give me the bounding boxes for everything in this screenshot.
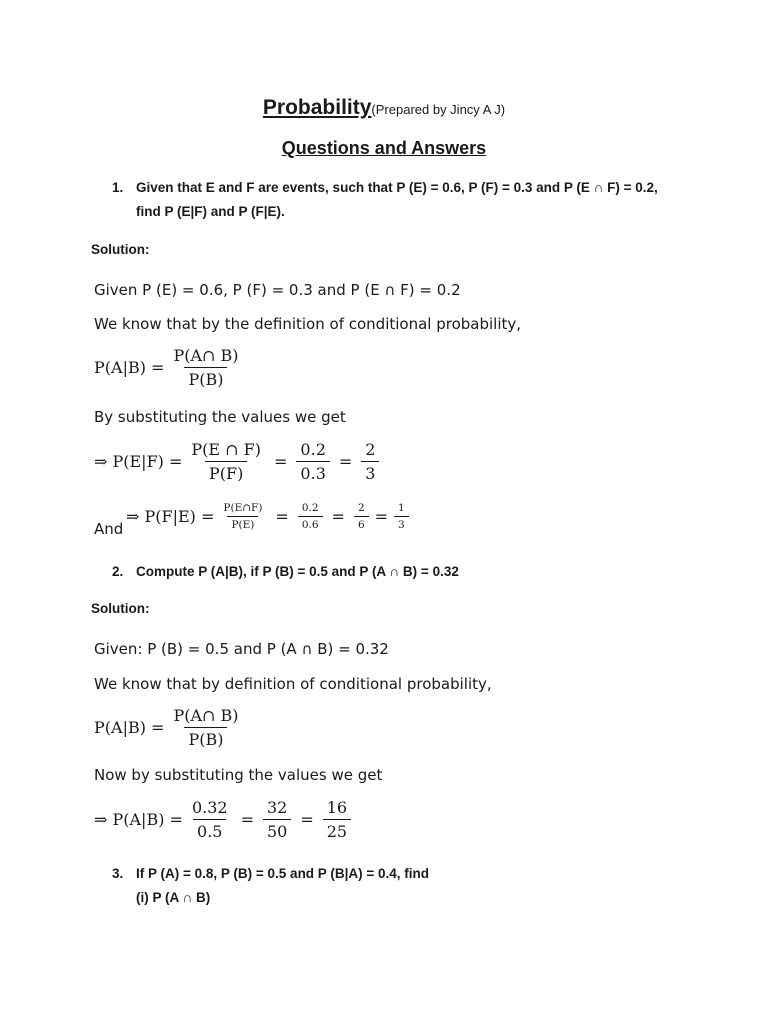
fraction-denominator: 3 (394, 516, 409, 531)
equals-sign: = (331, 507, 345, 526)
calc-3-fraction-2 (263, 798, 291, 841)
formula-1-fraction (169, 346, 242, 389)
question-2 (112, 560, 459, 584)
fraction-denominator: P(B) (184, 727, 227, 749)
fraction-numerator: 0.2 (301, 502, 319, 514)
page-title (0, 96, 768, 120)
formula-2 (94, 706, 248, 749)
solution-1-given: Given P (E) = 0.6, P (F) = 0.3 and P (E ∩ F) = 0.2 (94, 281, 461, 299)
question-1-line1: Given that E and F are events, such that P (E) = 0.6, P (F) = 0.3 and P (E ∩ F) = 0.2, (136, 180, 658, 195)
fraction-numerator: 2 (357, 502, 365, 514)
question-3-number: 3. (112, 866, 124, 881)
question-1-number: 1. (112, 180, 124, 195)
calc-2-fraction-2 (298, 502, 323, 531)
equals-sign: = (300, 810, 314, 829)
fraction-numerator: 0.2 (300, 440, 326, 459)
calc-2-lhs: ⇒ P(F|E) = (126, 507, 215, 526)
solution-2-label: Solution: (91, 601, 150, 616)
question-3 (112, 862, 429, 910)
calc-3-lhs: ⇒ P(A|B) = (94, 810, 183, 829)
equals-sign: = (275, 507, 289, 526)
fraction-denominator: 25 (323, 819, 351, 841)
calc-2-fraction-3 (354, 502, 369, 531)
fraction-denominator: 0.5 (193, 819, 226, 841)
calc-2-fraction-4 (394, 502, 409, 531)
title-main: Probability (262, 96, 372, 119)
formula-1 (94, 346, 248, 389)
fraction-denominator: P(E) (227, 516, 258, 531)
equals-sign: = (240, 810, 254, 829)
formula-1-lhs: P(A|B) = (94, 358, 165, 377)
question-1 (112, 176, 658, 224)
calc-3-fraction-1 (188, 798, 232, 841)
equals-sign: = (338, 452, 353, 471)
question-3-line1: If P (A) = 0.8, P (B) = 0.5 and P (B|A) = 0.4, find (136, 866, 429, 881)
calc-3-fraction-3 (323, 798, 351, 841)
calc-1-fraction-3 (361, 440, 379, 483)
fraction-numerator: P(E ∩ F) (191, 440, 262, 459)
page-subtitle: Questions and Answers (281, 138, 487, 158)
equals-sign: = (374, 507, 389, 526)
fraction-numerator: P(A∩ B) (173, 346, 239, 365)
fraction-numerator: 32 (266, 798, 288, 817)
calc-1 (94, 440, 384, 483)
and-label: And (94, 520, 124, 538)
fraction-numerator: 16 (326, 798, 348, 817)
question-2-line1: Compute P (A|B), if P (B) = 0.5 and P (A ∩ B) = 0.32 (136, 564, 459, 579)
question-1-line2: find P (E|F) and P (F|E). (136, 204, 285, 219)
fraction-numerator: P(E∩F) (223, 502, 263, 514)
calc-1-fraction-2 (296, 440, 329, 483)
question-3-line2: (i) P (A ∩ B) (136, 890, 211, 905)
fraction-denominator: 50 (263, 819, 291, 841)
formula-2-lhs: P(A|B) = (94, 718, 165, 737)
solution-1-substitute: By substituting the values we get (94, 408, 346, 426)
fraction-denominator: P(F) (205, 461, 247, 483)
fraction-numerator: 1 (398, 502, 405, 514)
equals-sign: = (274, 452, 288, 471)
calc-2-fraction-1 (219, 502, 266, 531)
fraction-denominator: 3 (361, 461, 379, 483)
solution-2-given: Given: P (B) = 0.5 and P (A ∩ B) = 0.32 (94, 640, 389, 658)
fraction-numerator: 2 (365, 440, 376, 459)
fraction-denominator: 0.6 (298, 516, 323, 531)
title-byline: (Prepared by Jincy A J) (371, 102, 506, 117)
calc-3 (94, 798, 356, 841)
calc-1-lhs: ⇒ P(E|F) = (94, 452, 183, 471)
calc-2-small-fractions (214, 502, 413, 531)
question-2-number: 2. (112, 564, 124, 579)
solution-1-label: Solution: (91, 242, 150, 257)
fraction-denominator: 6 (354, 516, 369, 531)
formula-2-fraction (169, 706, 242, 749)
solution-2-definition: We know that by definition of conditional probability, (94, 675, 492, 693)
fraction-denominator: P(B) (184, 367, 227, 389)
calc-1-fraction-1 (187, 440, 265, 483)
solution-2-substitute: Now by substituting the values we get (94, 766, 383, 784)
fraction-numerator: 0.32 (191, 798, 228, 817)
calc-2 (126, 502, 414, 531)
fraction-numerator: P(A∩ B) (173, 706, 239, 725)
solution-1-definition: We know that by the definition of conditional probability, (94, 315, 522, 333)
fraction-denominator: 0.3 (296, 461, 329, 483)
